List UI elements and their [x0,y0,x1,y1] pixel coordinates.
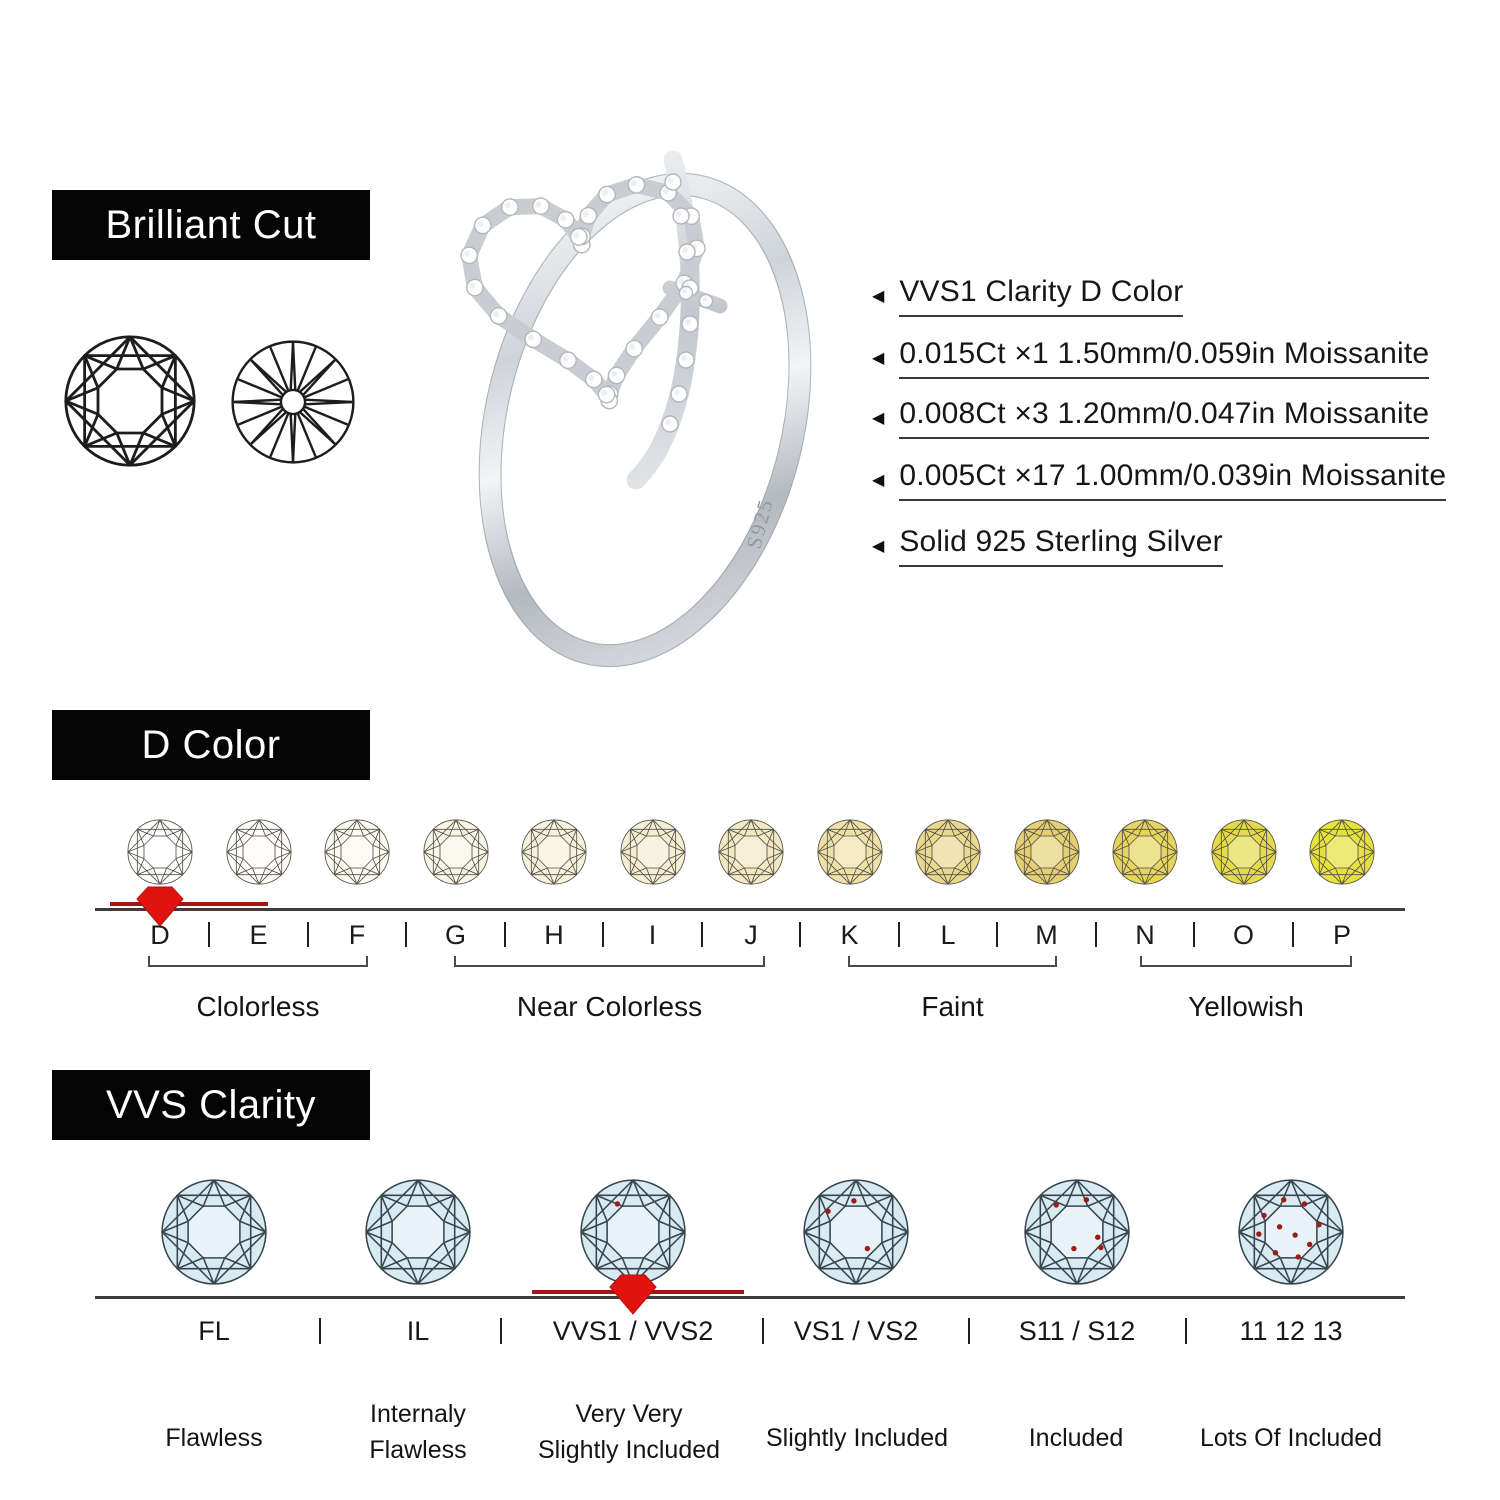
letter-separator [898,922,900,947]
letter-separator [405,922,407,947]
bullet-arrow-icon: ◀ [872,288,885,305]
desc-line: Flawless [165,1424,263,1452]
clarity-scale-line [95,1296,1405,1299]
letter-separator [208,922,210,947]
spec-text: 0.005Ct ×17 1.00mm/0.039in Moissanite [899,459,1446,501]
group-bracket-near-colorless [454,956,765,967]
color-stone-L [914,818,982,886]
letter-separator [504,922,506,947]
spec-text: Solid 925 Sterling Silver [899,525,1223,567]
color-stone-J [717,818,785,886]
clarity-stone-2 [363,1177,473,1292]
group-bracket-colorless [148,956,368,967]
bullet-arrow-icon: ◀ [872,350,885,367]
grade-separator [319,1318,321,1344]
group-label: Near Colorless [516,991,703,1022]
color-stone-K [816,818,884,886]
color-letter-O: O [1232,920,1255,950]
color-stone-F [323,818,391,886]
group-label: Yellowish [1188,991,1304,1022]
banner-label: Brilliant Cut [105,202,317,247]
color-stone-H [520,818,588,886]
color-stone-E [225,818,293,886]
spec-text: VVS1 Clarity D Color [899,275,1183,317]
color-letter-K: K [840,920,859,950]
letter-separator [1095,922,1097,947]
clarity-grade-label: VS1 / VS2 [793,1316,919,1346]
letter-separator [602,922,604,947]
color-stone-M [1013,818,1081,886]
clarity-description [499,1397,759,1468]
color-letter-G: G [444,920,467,950]
color-letter-I: I [648,920,657,950]
color-letter-D: D [150,920,170,950]
clarity-stone-4 [801,1177,911,1292]
color-letter-H: H [544,920,564,950]
desc-line: Slightly Included [537,1435,721,1464]
letter-separator [1193,922,1195,947]
spec-bullet [872,397,1429,439]
group-label: Faint [921,991,984,1022]
letter-separator [799,922,801,947]
color-letter-J: J [744,920,758,950]
desc-line: Very Very [575,1400,683,1428]
bullet-arrow-icon: ◀ [872,538,885,555]
grade-separator [762,1318,764,1344]
brilliant-crown-svg [62,333,198,469]
color-stone-P [1308,818,1376,886]
grade-separator [500,1318,502,1344]
color-stone-O [1210,818,1278,886]
spec-bullet [872,525,1223,567]
color-letter-L: L [940,920,956,950]
color-letter-N: N [1135,920,1155,950]
letter-separator [307,922,309,947]
clarity-stone-5 [1022,1177,1132,1292]
section-banner-vvs-clarity [52,1070,370,1140]
selected-clarity-marker-icon [609,1272,657,1316]
letter-separator [1292,922,1294,947]
group-label: Clolorless [196,991,320,1022]
color-stone-N [1111,818,1179,886]
brilliant-cut-star-diagram [229,338,357,471]
ring-photo [420,120,850,680]
color-scale-line [95,908,1405,911]
color-selected-line [110,902,268,906]
banner-label: D Color [141,722,281,767]
color-stone-D [126,818,194,886]
color-letter-E: E [249,920,268,950]
letter-separator [701,922,703,947]
color-stone-I [619,818,687,886]
clarity-stone-6 [1236,1177,1346,1292]
spec-text: 0.015Ct ×1 1.50mm/0.059in Moissanite [899,337,1429,379]
clarity-grade-label: VVS1 / VVS2 [552,1316,714,1346]
banner-label: VVS Clarity [106,1082,316,1127]
section-banner-d-color [52,710,370,780]
grade-separator [1185,1318,1187,1344]
color-letter-M: M [1035,920,1058,950]
grade-separator [968,1318,970,1344]
color-stone-G [422,818,490,886]
brilliant-cut-crown-diagram [62,333,198,474]
desc-line: Slightly Included [765,1424,949,1452]
color-grade-stones-row [126,818,1376,886]
color-letter-P: P [1332,920,1352,950]
ring-engraving-text: S925 [741,495,779,552]
spec-text: 0.008Ct ×3 1.20mm/0.047in Moissanite [899,397,1429,439]
bullet-arrow-icon: ◀ [872,472,885,489]
clarity-grade-label: IL [406,1316,430,1346]
brilliant-star-svg [229,338,357,466]
desc-line: Lots Of Included [1199,1424,1383,1452]
group-bracket-faint [848,956,1057,967]
clarity-grade-label: FL [198,1316,230,1346]
spec-bullet [872,459,1446,501]
desc-line: Included [1028,1424,1124,1452]
spec-bullet [872,275,1183,317]
color-letter-F: F [348,920,366,950]
desc-line: Flawless [369,1435,467,1464]
clarity-stone-1 [159,1177,269,1292]
spec-bullet [872,337,1429,379]
letter-separator [996,922,998,947]
bullet-arrow-icon: ◀ [872,410,885,427]
clarity-description [1161,1421,1421,1457]
ring-svg [420,120,850,680]
clarity-grade-label: 11 12 13 [1239,1316,1343,1346]
desc-line: Internaly [370,1400,466,1428]
section-banner-brilliant-cut [52,190,370,260]
clarity-grade-label: S11 / S12 [1018,1316,1136,1346]
group-bracket-yellowish [1140,956,1352,967]
